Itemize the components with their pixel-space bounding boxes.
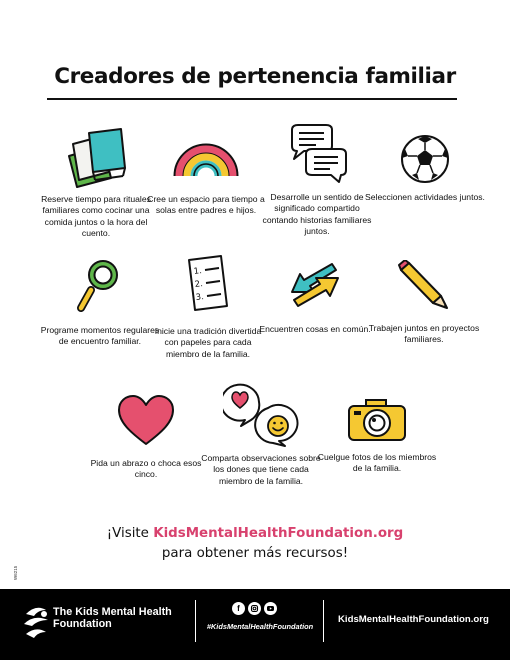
item-caption: Inicie una tradición divertida con papeles para cada miembro de la familia. (154, 326, 262, 359)
item-family-projects (364, 260, 484, 346)
cta-prefix: ¡Visite (106, 526, 154, 541)
speech-bubbles-icon (284, 122, 350, 184)
item-caption: Reserve tiempo para rituales familiares como cocinar una comida juntos o la hora del cuento. (41, 194, 151, 239)
item-caption: Seleccionen actividades juntos. (365, 192, 485, 202)
call-to-action (0, 524, 510, 564)
hashtag: #KidsMentalHealthFoundation (206, 622, 314, 631)
pencil-icon (397, 260, 451, 310)
facebook-icon[interactable]: f (232, 602, 245, 615)
checklist-number: 1. (193, 266, 203, 277)
item-caption: Comparta observaciones sobre los dones que tiene cada miembro de la familia. (201, 453, 321, 486)
camera-icon (346, 398, 408, 442)
footer-website-link[interactable]: KidsMentalHealthFoundation.org (338, 614, 489, 625)
foundation-name (53, 607, 172, 630)
item-family-rituals (36, 126, 156, 240)
item-caption: Desarrolle un sentido de significado compartido contando historias familiares juntos. (262, 192, 372, 237)
magnifying-glass-icon (73, 258, 127, 314)
item-caption: Pida un abrazo o choca esos cinco. (90, 458, 202, 480)
item-hang-photos (317, 398, 437, 475)
foundation-name-line-2: Foundation (53, 617, 112, 630)
heart-smiley-bubbles-icon (223, 382, 299, 448)
social-links (232, 602, 277, 615)
footer-bar (0, 589, 510, 660)
item-caption: Cree un espacio para tiempo a solas entre padres e hijos. (147, 194, 265, 216)
checklist-paper-icon (183, 254, 233, 312)
cta-line-1 (0, 524, 510, 544)
item-caption: Cuelgue fotos de los miembros de la familia. (317, 452, 437, 474)
footer-divider (195, 600, 196, 642)
item-choose-activities (365, 134, 485, 203)
item-share-gifts (201, 382, 321, 487)
item-shared-stories (257, 122, 377, 238)
item-family-meetings (40, 258, 160, 348)
foundation-name-line-1: The Kids Mental Health (53, 606, 172, 618)
checklist-number: 3. (195, 292, 205, 303)
item-paper-tradition (148, 254, 268, 360)
title-divider (47, 98, 457, 100)
books-icon (61, 126, 131, 188)
document-code: W6215 (13, 565, 18, 580)
item-hug (86, 394, 206, 481)
item-one-on-one-time (146, 136, 266, 217)
item-caption: Trabajen juntos en proyectos familiares. (368, 323, 480, 345)
soccer-ball-icon (400, 134, 450, 184)
heart-icon (116, 394, 176, 448)
rainbow-icon (173, 136, 239, 182)
foundation-logo-icon (22, 604, 50, 640)
item-caption: Programe momentos regulares de encuentro familiar. (40, 325, 160, 347)
resources-link[interactable]: KidsMentalHealthFoundation.org (153, 526, 404, 541)
item-caption: Encuentren cosas en común. (259, 324, 371, 334)
instagram-icon[interactable] (248, 602, 261, 615)
arrows-icon (284, 256, 346, 314)
footer-divider (323, 600, 324, 642)
item-common-ground (255, 256, 375, 335)
cta-line-2: para obtener más recursos! (161, 546, 349, 561)
youtube-icon[interactable] (264, 602, 277, 615)
checklist-number: 2. (194, 279, 204, 290)
page-title: Creadores de pertenencia familiar (54, 64, 456, 89)
